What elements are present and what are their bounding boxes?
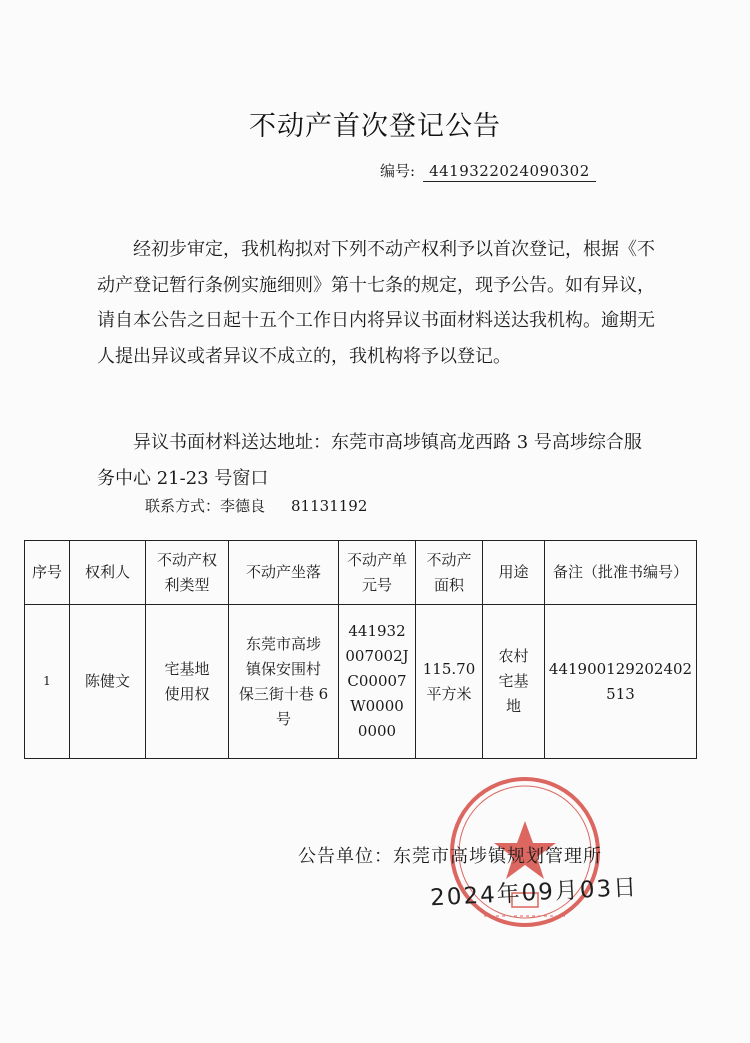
col-header-location: 不动产坐落 [229, 541, 339, 605]
col-header-no: 序号 [25, 541, 70, 605]
col-header-holder: 权利人 [70, 541, 146, 605]
cell-remark: 441900129202402 513 [545, 605, 697, 759]
col-header-remark: 备注（批准书编号） [545, 541, 697, 605]
page-title: 不动产首次登记公告 [249, 111, 501, 142]
col-header-right-type: 不动产权 利类型 [146, 541, 229, 605]
handwritten-date: 2024年09月03日 [429, 874, 639, 912]
contact-person: 联系方式：李德良 [145, 497, 266, 515]
cell-usage: 农村 宅基 地 [483, 605, 545, 759]
col-header-unit-no: 不动产单 元号 [339, 541, 416, 605]
cell-holder: 陈健文 [70, 605, 146, 759]
col-header-area: 不动产 面积 [416, 541, 483, 605]
cell-area: 115.70 平方米 [416, 605, 483, 759]
cell-location: 东莞市高埗 镇保安围村 保三街十巷 6 号 [229, 605, 339, 759]
contact-info [145, 495, 367, 516]
contact-phone: 81131192 [291, 497, 368, 515]
document-number [380, 160, 596, 182]
col-header-usage: 用途 [483, 541, 545, 605]
objection-address-paragraph: 异议书面材料送达地址：东莞市高埗镇高龙西路 3 号高埗综合服务中心 21-23 号窗口 [97, 432, 642, 489]
table-header-row [25, 541, 697, 605]
document-number-label: 编号: [380, 162, 416, 180]
document-number-value: 4419322024090302 [423, 162, 596, 182]
cell-no: 1 [25, 605, 70, 759]
notice-paragraph: 经初步审定，我机构拟对下列不动产权利予以首次登记，根据《不动产登记暂行条例实施细则》第十七条的规定，现予公告。如有异议，请自本公告之日起十五个工作日内将异议书面材料送达我机构。逾期无人提出异议或者异议不成立的，我机构将予以登记。 [97, 239, 655, 367]
registration-table [24, 540, 697, 759]
cell-right-type: 宅基地 使用权 [146, 605, 229, 759]
issuing-unit: 公告单位：东莞市高埗镇规划管理所 [298, 846, 602, 867]
cell-unit-no: 441932 007002J C00007 W0000 0000 [339, 605, 416, 759]
table-row [25, 605, 697, 759]
